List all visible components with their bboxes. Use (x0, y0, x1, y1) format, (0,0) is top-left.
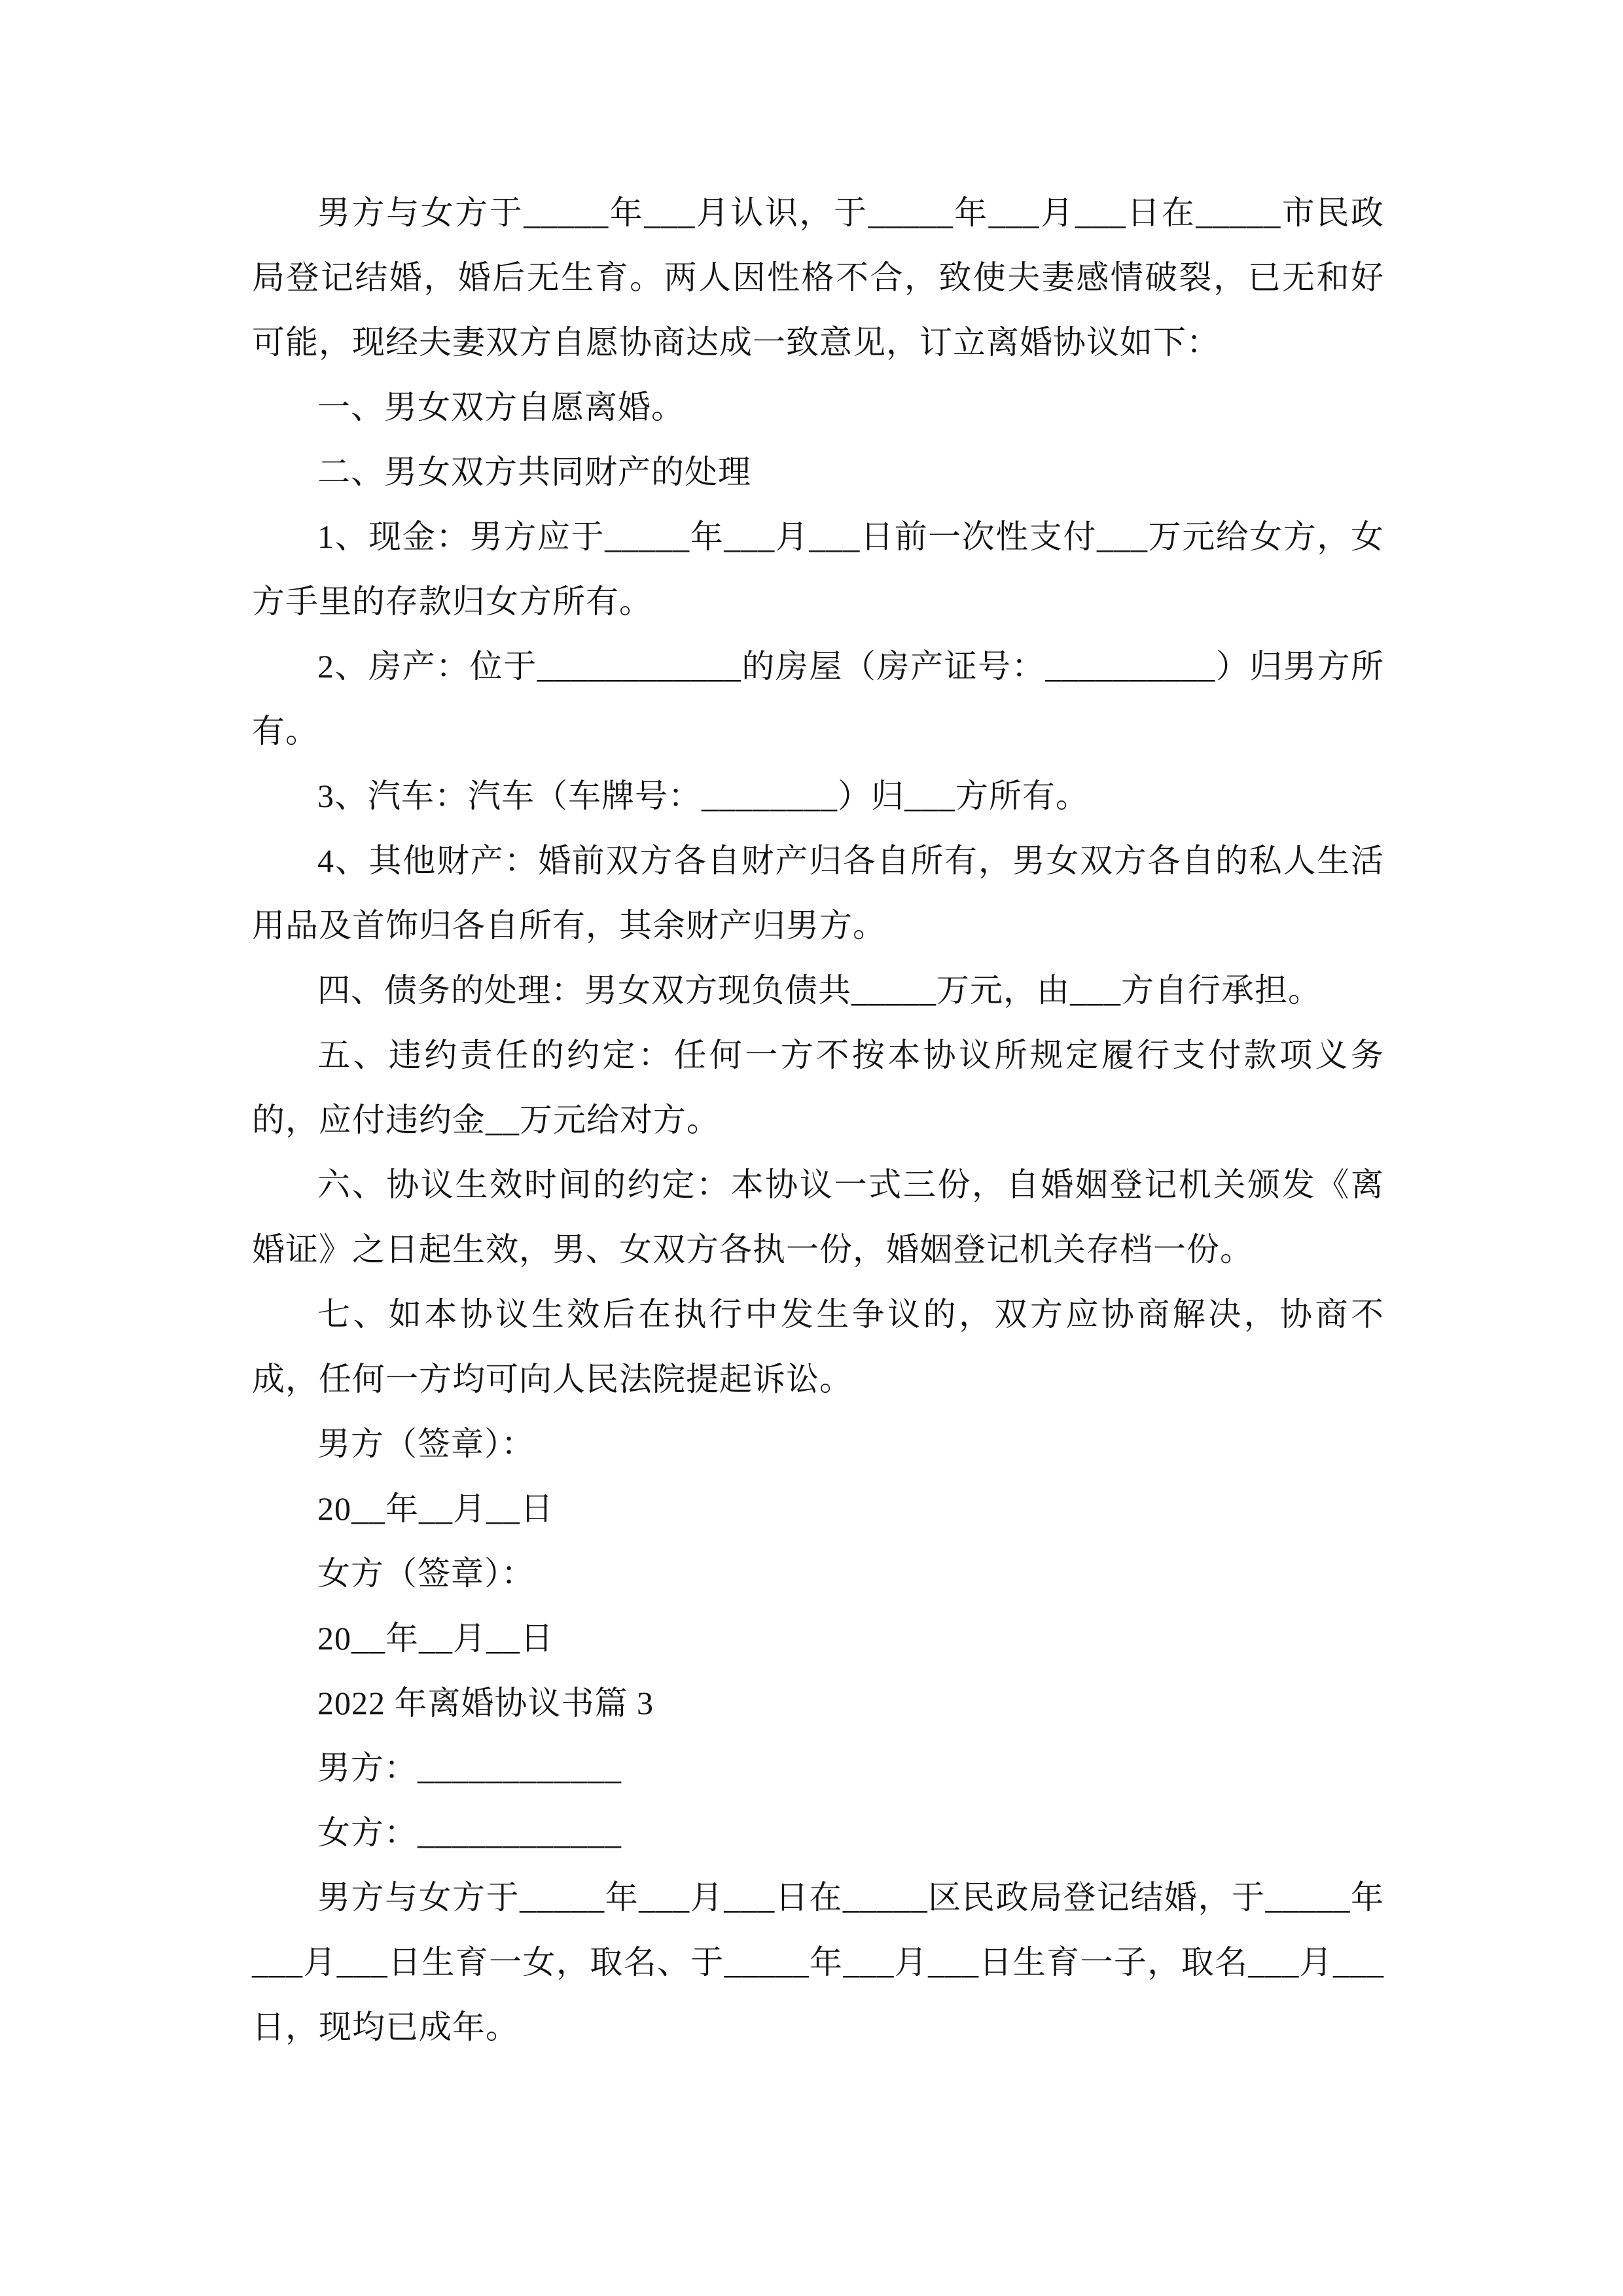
signature-female-label: 女方（签章）： (317, 1555, 535, 1592)
female-party-blank-line: 女方：____________ (317, 1814, 622, 1851)
signature-male-date: 20__年__月__日 (317, 1490, 554, 1527)
male-party-blank-line: 男方：____________ (317, 1749, 622, 1786)
para-part3-opening: 男方与女方于_____年___月___日在_____区民政局登记结婚，于_____年___月___日生育一女，取名、于_____年___月___日生育一子，取名___月___日，现均已成年。 (252, 1879, 1384, 2045)
clause-7-dispute: 七、如本协议生效后在执行中发生争议的，双方应协商解决，协商不成，任何一方均可向人民法院提起诉讼。 (252, 1296, 1384, 1397)
clause-2-item-2-house: 2、房产：位于____________的房屋（房产证号：__________）归男方所有。 (252, 648, 1384, 749)
clause-6-effective-time: 六、协议生效时间的约定：本协议一式三份，自婚姻登记机关颁发《离婚证》之日起生效，男、女双方各执一份，婚姻登记机关存档一份。 (252, 1166, 1384, 1268)
clause-2-property-heading: 二、男女双方共同财产的处理 (317, 454, 751, 490)
clause-5-breach-liability: 五、违约责任的约定：任何一方不按本协议所规定履行支付款项义务的，应付违约金__万元给对方。 (252, 1037, 1384, 1138)
para-opening: 男方与女方于_____年___月认识，于_____年___月___日在_____市民政局登记结婚，婚后无生育。两人因性格不合，致使夫妻感情破裂，已无和好可能，现经夫妻双方自愿协商达成一致意见，订立离婚协议如下： (252, 194, 1384, 361)
signature-male-label: 男方（签章）： (317, 1426, 535, 1462)
clause-2-item-3-car: 3、汽车：汽车（车牌号：________）归___方所有。 (317, 778, 1089, 814)
section-title-part3: 2022 年离婚协议书篇 3 (317, 1685, 654, 1721)
signature-female-date: 20__年__月__日 (317, 1620, 554, 1657)
clause-4-debts: 四、债务的处理：男女双方现负债共_____万元，由___方自行承担。 (317, 972, 1321, 1009)
clause-2-item-4-other: 4、其他财产：婚前双方各自财产归各自所有，男女双方各自的私人生活用品及首饰归各自所有，其余财产归男方。 (252, 842, 1384, 944)
clause-2-item-1-cash: 1、现金：男方应于_____年___月___日前一次性支付___万元给女方，女方手里的存款归女方所有。 (252, 518, 1384, 620)
clause-1-voluntary-divorce: 一、男女双方自愿离婚。 (317, 389, 685, 425)
